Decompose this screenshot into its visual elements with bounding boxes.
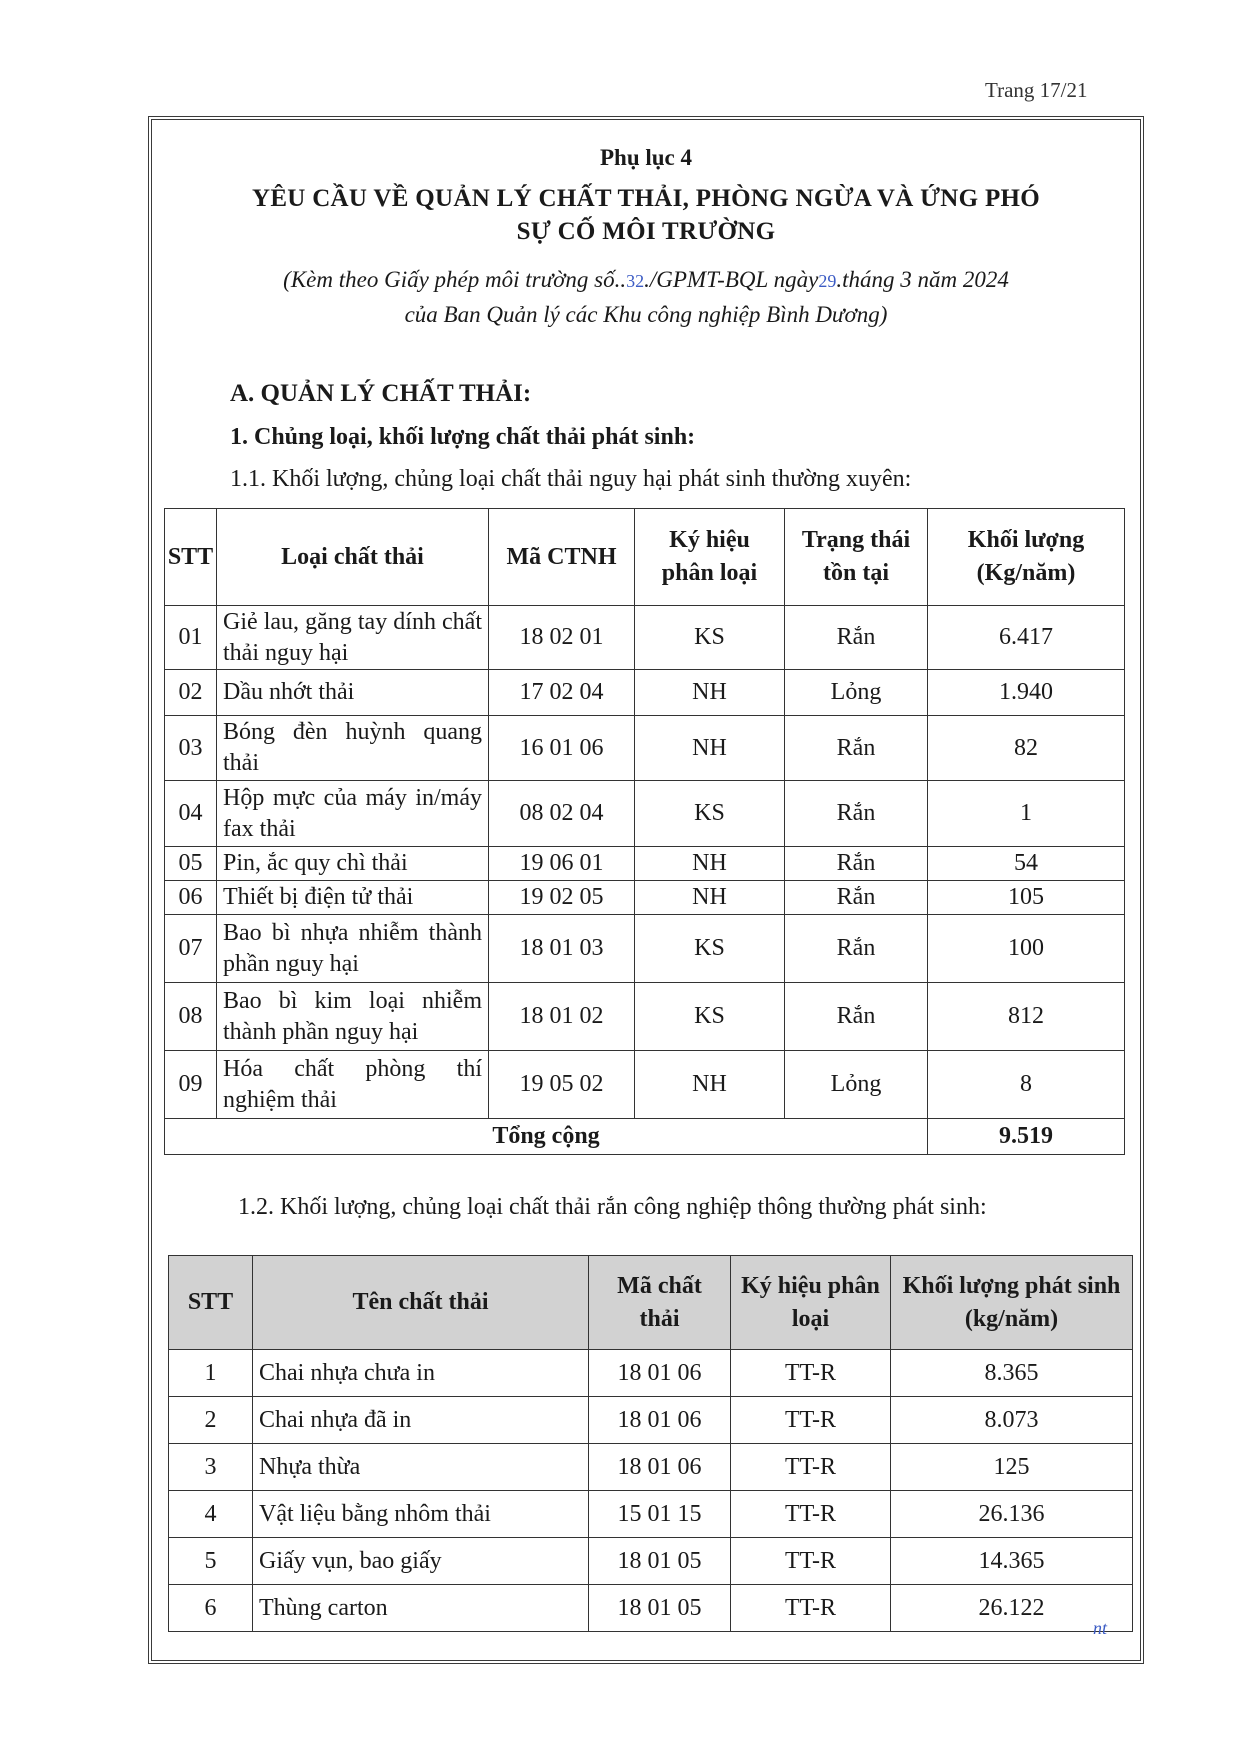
cell-class: NH <box>635 1051 785 1119</box>
subtitle-line-1 <box>148 263 1144 298</box>
table-row <box>165 1051 1125 1119</box>
section-1-1-text: 1.1. Khối lượng, chủng loại chất thải nguy hại phát sinh thường xuyên: <box>230 466 912 492</box>
subtitle-part-2: ./GPMT-BQL ngày <box>644 267 819 292</box>
table-row <box>165 881 1125 915</box>
page-number: Trang 17/21 <box>985 78 1088 102</box>
table-header-row <box>169 1256 1133 1350</box>
cell-class: KS <box>635 915 785 983</box>
cell-stt: 6 <box>169 1585 253 1632</box>
cell-class: NH <box>635 670 785 716</box>
cell-class: KS <box>635 781 785 847</box>
header-mass: Khối lượng phát sinh (kg/năm) <box>891 1256 1133 1350</box>
cell-name: Dầu nhớt thải <box>217 670 489 716</box>
cell-class: TT-R <box>731 1444 891 1491</box>
header-code: Mã CTNH <box>489 509 635 606</box>
subtitle-line-2: của Ban Quản lý các Khu công nghiệp Bình Dương) <box>404 302 888 327</box>
section-1-heading: 1. Chủng loại, khối lượng chất thải phát sinh: <box>230 424 696 450</box>
cell-stt: 1 <box>169 1350 253 1397</box>
cell-state: Rắn <box>785 606 928 670</box>
cell-mass: 125 <box>891 1444 1133 1491</box>
handwritten-initials: nt <box>1093 1618 1108 1638</box>
header-classification: Ký hiệu phân loại <box>731 1256 891 1350</box>
cell-state: Lỏng <box>785 1051 928 1119</box>
cell-code: 17 02 04 <box>489 670 635 716</box>
table-row <box>165 606 1125 670</box>
cell-name: Chai nhựa đã in <box>253 1397 589 1444</box>
cell-class: KS <box>635 983 785 1051</box>
header-waste-type: Loại chất thải <box>217 509 489 606</box>
section-a-heading: A. QUẢN LÝ CHẤT THẢI: <box>230 380 532 407</box>
cell-name: Giấy vụn, bao giấy <box>253 1538 589 1585</box>
day-handwritten: 29 <box>818 271 837 291</box>
cell-stt: 4 <box>169 1491 253 1538</box>
cell-name: Pin, ắc quy chì thải <box>217 847 489 881</box>
total-value: 9.519 <box>928 1119 1125 1155</box>
cell-code: 18 01 06 <box>589 1444 731 1491</box>
cell-mass: 26.122 <box>891 1585 1133 1632</box>
cell-name: Giẻ lau, găng tay dính chất thải nguy hại <box>217 606 489 670</box>
table-row <box>165 983 1125 1051</box>
table-row <box>165 847 1125 881</box>
cell-name: Chai nhựa chưa in <box>253 1350 589 1397</box>
cell-class: NH <box>635 847 785 881</box>
main-title <box>148 182 1144 248</box>
table-row <box>165 670 1125 716</box>
cell-class: TT-R <box>731 1397 891 1444</box>
solid-waste-table <box>168 1255 1133 1632</box>
cell-mass: 812 <box>928 983 1125 1051</box>
cell-code: 18 01 05 <box>589 1585 731 1632</box>
cell-name: Bao bì nhựa nhiễm thành phần nguy hại <box>217 915 489 983</box>
cell-mass: 1 <box>928 781 1125 847</box>
table-row <box>169 1585 1133 1632</box>
cell-stt: 5 <box>169 1538 253 1585</box>
cell-mass: 8.073 <box>891 1397 1133 1444</box>
cell-stt: 02 <box>165 670 217 716</box>
subtitle-part-1: (Kèm theo Giấy phép môi trường số.. <box>283 267 627 292</box>
cell-stt: 01 <box>165 606 217 670</box>
cell-code: 19 02 05 <box>489 881 635 915</box>
cell-mass: 26.136 <box>891 1491 1133 1538</box>
main-title-line-1: YÊU CẦU VỀ QUẢN LÝ CHẤT THẢI, PHÒNG NGỪA VÀ ỨNG PHÓ <box>251 185 1041 212</box>
cell-name: Vật liệu bằng nhôm thải <box>253 1491 589 1538</box>
cell-stt: 05 <box>165 847 217 881</box>
cell-state: Lỏng <box>785 670 928 716</box>
cell-code: 18 01 03 <box>489 915 635 983</box>
cell-state: Rắn <box>785 847 928 881</box>
cell-stt: 06 <box>165 881 217 915</box>
table-total-row <box>165 1119 1125 1155</box>
cell-name: Thùng carton <box>253 1585 589 1632</box>
cell-stt: 09 <box>165 1051 217 1119</box>
cell-code: 18 01 05 <box>589 1538 731 1585</box>
table-row <box>169 1444 1133 1491</box>
appendix-title: Phụ lục 4 <box>599 145 693 170</box>
cell-mass: 6.417 <box>928 606 1125 670</box>
cell-stt: 07 <box>165 915 217 983</box>
cell-name: Nhựa thừa <box>253 1444 589 1491</box>
cell-code: 18 01 06 <box>589 1350 731 1397</box>
cell-class: NH <box>635 881 785 915</box>
section-1-2-text: 1.2. Khối lượng, chủng loại chất thải rắn công nghiệp thông thường phát sinh: <box>238 1194 987 1220</box>
cell-name: Bóng đèn huỳnh quang thải <box>217 716 489 781</box>
total-label: Tổng cộng <box>165 1119 928 1155</box>
header-state: Trạng thái tồn tại <box>785 509 928 606</box>
table-row <box>169 1491 1133 1538</box>
hazardous-waste-table <box>164 508 1125 1155</box>
table-row <box>169 1538 1133 1585</box>
header-waste-name: Tên chất thải <box>253 1256 589 1350</box>
cell-mass: 82 <box>928 716 1125 781</box>
table-row <box>165 716 1125 781</box>
cell-name: Hộp mực của máy in/máy fax thải <box>217 781 489 847</box>
cell-code: 08 02 04 <box>489 781 635 847</box>
cell-mass: 105 <box>928 881 1125 915</box>
license-number-handwritten: 32 <box>626 271 645 291</box>
cell-stt: 08 <box>165 983 217 1051</box>
table-header-row <box>165 509 1125 606</box>
cell-state: Rắn <box>785 716 928 781</box>
table-row <box>169 1397 1133 1444</box>
cell-mass: 54 <box>928 847 1125 881</box>
cell-code: 15 01 15 <box>589 1491 731 1538</box>
header-stt: STT <box>169 1256 253 1350</box>
cell-class: NH <box>635 716 785 781</box>
cell-class: TT-R <box>731 1538 891 1585</box>
table-row <box>165 781 1125 847</box>
cell-class: KS <box>635 606 785 670</box>
cell-mass: 14.365 <box>891 1538 1133 1585</box>
cell-mass: 100 <box>928 915 1125 983</box>
cell-name: Bao bì kim loại nhiễm thành phần nguy hại <box>217 983 489 1051</box>
header-stt: STT <box>165 509 217 606</box>
cell-class: TT-R <box>731 1350 891 1397</box>
main-title-line-2: SỰ CỐ MÔI TRƯỜNG <box>516 218 776 245</box>
cell-stt: 03 <box>165 716 217 781</box>
cell-class: TT-R <box>731 1491 891 1538</box>
header-mass: Khối lượng (Kg/năm) <box>928 509 1125 606</box>
cell-code: 19 06 01 <box>489 847 635 881</box>
header-code: Mã chất thải <box>589 1256 731 1350</box>
cell-code: 18 02 01 <box>489 606 635 670</box>
subtitle <box>148 263 1144 332</box>
cell-state: Rắn <box>785 881 928 915</box>
cell-name: Thiết bị điện tử thải <box>217 881 489 915</box>
cell-code: 16 01 06 <box>489 716 635 781</box>
cell-code: 19 05 02 <box>489 1051 635 1119</box>
header-classification: Ký hiệu phân loại <box>635 509 785 606</box>
cell-code: 18 01 06 <box>589 1397 731 1444</box>
cell-state: Rắn <box>785 983 928 1051</box>
cell-name: Hóa chất phòng thí nghiệm thải <box>217 1051 489 1119</box>
cell-mass: 1.940 <box>928 670 1125 716</box>
cell-stt: 2 <box>169 1397 253 1444</box>
cell-stt: 04 <box>165 781 217 847</box>
table-row <box>169 1350 1133 1397</box>
cell-mass: 8.365 <box>891 1350 1133 1397</box>
cell-class: TT-R <box>731 1585 891 1632</box>
cell-mass: 8 <box>928 1051 1125 1119</box>
table-row <box>165 915 1125 983</box>
cell-stt: 3 <box>169 1444 253 1491</box>
subtitle-part-3: .tháng 3 năm 2024 <box>836 267 1009 292</box>
cell-state: Rắn <box>785 781 928 847</box>
cell-state: Rắn <box>785 915 928 983</box>
cell-code: 18 01 02 <box>489 983 635 1051</box>
